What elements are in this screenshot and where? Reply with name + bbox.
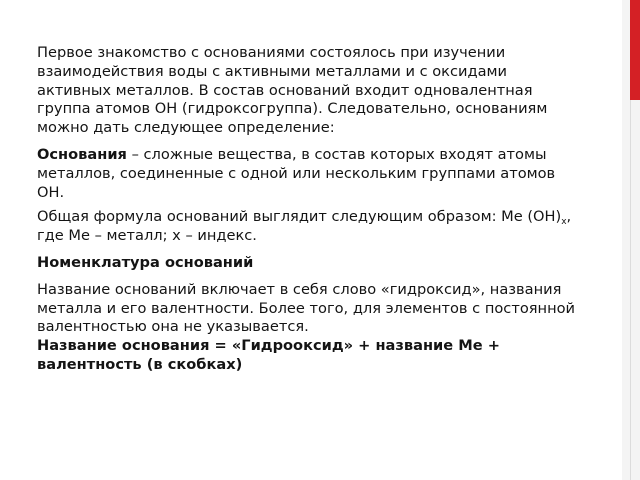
- slide-content: [37, 44, 577, 375]
- right-decorative-bar: [622, 0, 640, 480]
- naming-rule: [37, 337, 577, 375]
- definition-paragraph: [37, 146, 577, 202]
- formula-text-start: Общая формула оснований выглядит следующим образом: Ме (ОН): [37, 208, 562, 226]
- formula-paragraph: [37, 208, 577, 246]
- nomenclature-paragraph: Название оснований включает в себя слово «гидроксид», названия металла и его валентности. Более того, для элементов с постоянной валентностью она не указывается.: [37, 280, 576, 336]
- nomenclature-heading-text: Номенклатура оснований: [37, 253, 254, 271]
- definition-text: – сложные вещества, в состав которых входят атомы металлов, соединенные с одной или нескольким группами атомов ОН.: [37, 145, 556, 201]
- definition-term: Основания: [37, 145, 127, 163]
- naming-rule-text: Название основания = «Гидрооксид» + название Ме + валентность (в скобках): [37, 337, 500, 373]
- intro-paragraph: Первое знакомство с основаниями состоялось при изучении взаимодействия воды с активными металлами и с оксидами активных металлов. В состав оснований входит одновалентная группа атомов ОН (гидроксогруппа). Следовательно, основаниям можно дать следующее определение:: [37, 44, 548, 137]
- formula-subscript: x: [561, 217, 567, 228]
- nomenclature-heading: [37, 254, 577, 273]
- red-accent-bar: [630, 0, 640, 100]
- formula-text-end: , где Ме – металл; x – индекс.: [37, 208, 572, 245]
